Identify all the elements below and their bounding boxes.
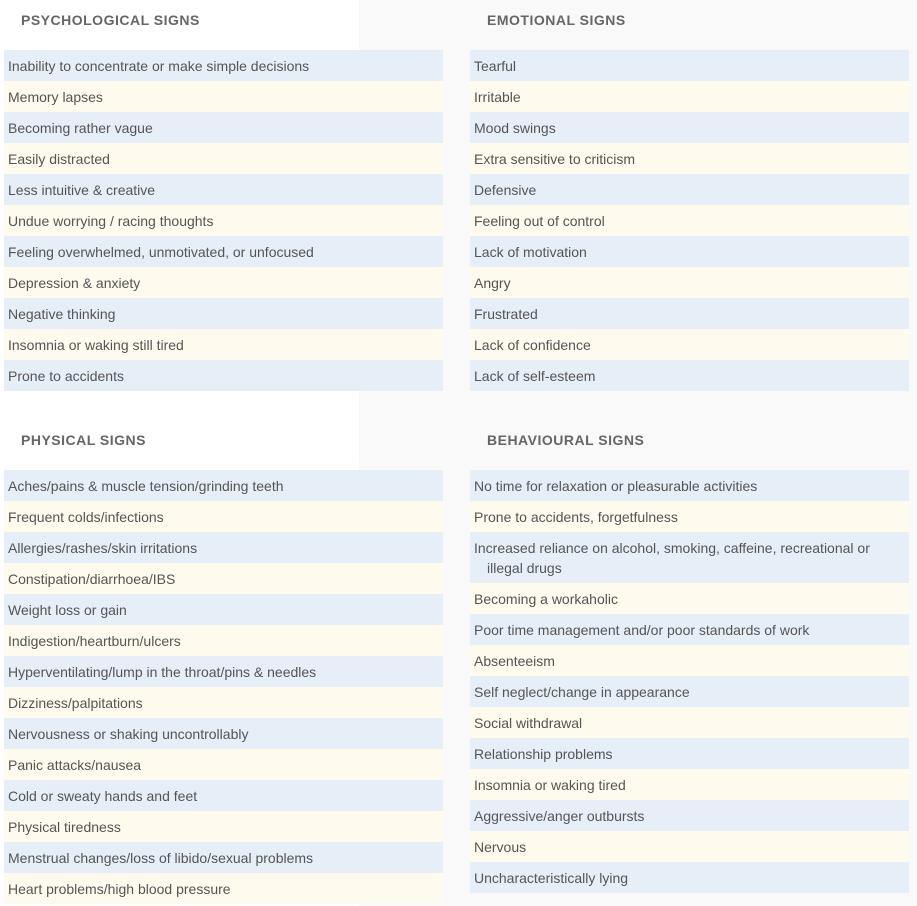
list-item: Social withdrawal (470, 707, 909, 738)
list-item-continuation: illegal drugs (487, 560, 562, 576)
list-item: Lack of confidence (470, 329, 909, 360)
list-item: Uncharacteristically lying (470, 862, 909, 893)
emotional-signs-panel (470, 0, 909, 391)
list-item: Absenteeism (470, 645, 909, 676)
physical-signs-list (4, 470, 443, 904)
list-item-text: Increased reliance on alcohol, smoking, caffeine, recreational or (474, 540, 870, 556)
list-item: Allergies/rashes/skin irritations (4, 532, 443, 563)
list-item: Constipation/diarrhoea/IBS (4, 563, 443, 594)
list-item: Nervous (470, 831, 909, 862)
emotional-signs-list (470, 50, 909, 391)
psychological-signs-list (4, 50, 443, 391)
psychological-signs-heading: PSYCHOLOGICAL SIGNS (21, 12, 200, 28)
emotional-signs-heading: EMOTIONAL SIGNS (487, 12, 626, 28)
list-item: Extra sensitive to criticism (470, 143, 909, 174)
list-item (470, 532, 909, 583)
list-item: Prone to accidents, forgetfulness (470, 501, 909, 532)
list-item: Menstrual changes/loss of libido/sexual problems (4, 842, 443, 873)
list-item: Frustrated (470, 298, 909, 329)
list-item: Heart problems/high blood pressure (4, 873, 443, 904)
list-item: Undue worrying / racing thoughts (4, 205, 443, 236)
list-item: Less intuitive & creative (4, 174, 443, 205)
list-item: Angry (470, 267, 909, 298)
list-item: Hyperventilating/lump in the throat/pins & needles (4, 656, 443, 687)
list-item: Dizziness/palpitations (4, 687, 443, 718)
list-item: No time for relaxation or pleasurable activities (470, 470, 909, 501)
list-item: Relationship problems (470, 738, 909, 769)
list-item: Aches/pains & muscle tension/grinding teeth (4, 470, 443, 501)
list-item: Inability to concentrate or make simple decisions (4, 50, 443, 81)
list-item: Feeling out of control (470, 205, 909, 236)
list-item: Frequent colds/infections (4, 501, 443, 532)
physical-signs-heading: PHYSICAL SIGNS (21, 432, 146, 448)
list-item: Tearful (470, 50, 909, 81)
list-item: Indigestion/heartburn/ulcers (4, 625, 443, 656)
list-item: Insomnia or waking still tired (4, 329, 443, 360)
list-item: Memory lapses (4, 81, 443, 112)
list-item: Lack of self-esteem (470, 360, 909, 391)
physical-signs-panel (4, 420, 443, 904)
list-item: Becoming rather vague (4, 112, 443, 143)
behavioural-signs-list (470, 470, 909, 893)
list-item: Mood swings (470, 112, 909, 143)
list-item: Poor time management and/or poor standards of work (470, 614, 909, 645)
list-item: Nervousness or shaking uncontrollably (4, 718, 443, 749)
list-item: Negative thinking (4, 298, 443, 329)
list-item: Becoming a workaholic (470, 583, 909, 614)
list-item: Cold or sweaty hands and feet (4, 780, 443, 811)
list-item: Easily distracted (4, 143, 443, 174)
list-item: Aggressive/anger outbursts (470, 800, 909, 831)
list-item: Prone to accidents (4, 360, 443, 391)
list-item: Insomnia or waking tired (470, 769, 909, 800)
behavioural-signs-panel (470, 420, 909, 893)
list-item: Feeling overwhelmed, unmotivated, or unfocused (4, 236, 443, 267)
list-item: Lack of motivation (470, 236, 909, 267)
psychological-signs-panel (4, 0, 443, 391)
list-item: Physical tiredness (4, 811, 443, 842)
list-item: Weight loss or gain (4, 594, 443, 625)
list-item: Defensive (470, 174, 909, 205)
list-item: Depression & anxiety (4, 267, 443, 298)
list-item: Irritable (470, 81, 909, 112)
behavioural-signs-heading: BEHAVIOURAL SIGNS (487, 432, 645, 448)
list-item: Panic attacks/nausea (4, 749, 443, 780)
list-item: Self neglect/change in appearance (470, 676, 909, 707)
